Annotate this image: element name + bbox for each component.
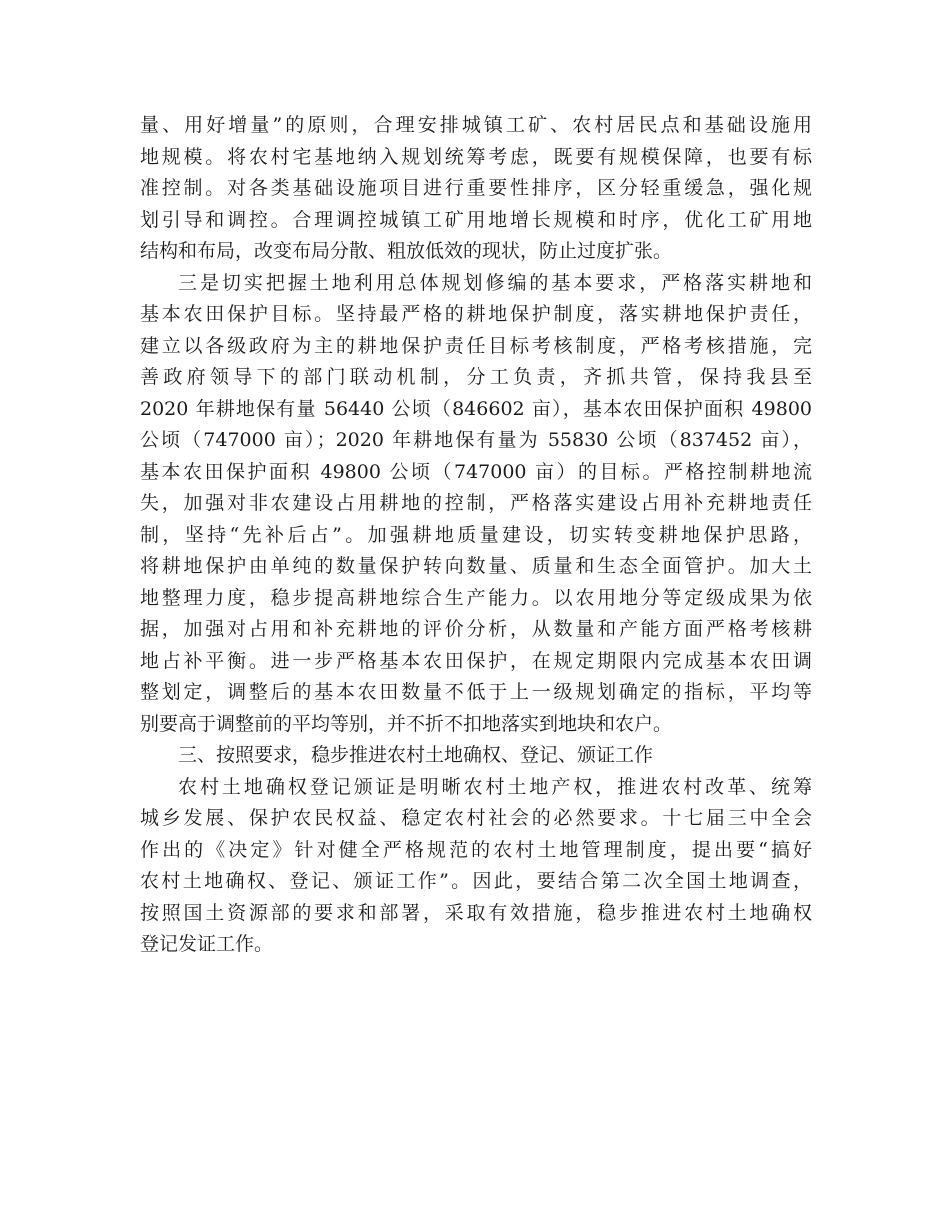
text-line: 地规模。将农村宅基地纳入规划统筹考虑，既要有规模保障，也要有标: [140, 145, 812, 168]
text-line: 按照国土资源部的要求和部署，采取有效措施，稳步推进农村土地确权: [140, 901, 812, 924]
text-line: 公顷（747000 亩）；2020 年耕地保有量为 55830 公顷（837452 亩），: [140, 429, 812, 451]
text-line: 制，坚持“先补后占”。加强耕地质量建设，切实转变耕地保护思路，: [140, 523, 812, 546]
paragraph-p2: [140, 268, 812, 741]
paragraph-p3: [140, 772, 812, 961]
text-line: 2020 年耕地保有量 56440 公顷（846602 亩），基本农田保护面积 49800: [140, 397, 812, 420]
text-line: 划引导和调控。合理调控城镇工矿用地增长规模和时序，优化工矿用地: [140, 208, 812, 231]
text-line: 城乡发展、保护农民权益、稳定农村社会的必然要求。十七届三中全会: [140, 807, 812, 829]
text-line: 登记发证工作。: [140, 933, 274, 955]
heading-text: 三、按照要求，稳步推进农村土地确权、登记、颁证工作: [178, 744, 654, 766]
text-line: 量、用好增量”的原则，合理安排城镇工矿、农村居民点和基础设施用: [140, 114, 812, 136]
text-line: 三是切实把握土地利用总体规划修编的基本要求，严格落实耕地和: [178, 271, 812, 294]
text-line: 失，加强对非农建设占用耕地的控制，严格落实建设占用补充耕地责任: [140, 492, 812, 514]
text-line: 地整理力度，稳步提高耕地综合生产能力。以农用地分等定级成果为依: [140, 586, 812, 609]
paragraph-p1: [140, 110, 812, 268]
text-line: 善政府领导下的部门联动机制，分工负责，齐抓共管，保持我县至: [140, 366, 812, 388]
text-line: 准控制。对各类基础设施项目进行重要性排序，区分轻重缓急，强化规: [140, 177, 812, 199]
text-line: 农村土地确权登记颁证是明晰农村土地产权，推进农村改革、统筹: [178, 775, 812, 798]
text-line: 整划定，调整后的基本农田数量不低于上一级规划确定的指标，平均等: [140, 681, 812, 703]
section-heading: [140, 740, 812, 772]
text-line: 基本农田保护面积 49800 公顷（747000 亩）的目标。严格控制耕地流: [140, 460, 812, 483]
text-line: 基本农田保护目标。坚持最严格的耕地保护制度，落实耕地保护责任，: [140, 303, 812, 325]
text-line: 建立以各级政府为主的耕地保护责任目标考核制度，严格考核措施，完: [140, 334, 812, 357]
text-line: 地占补平衡。进一步严格基本农田保护，在规定期限内完成基本农田调: [140, 649, 812, 672]
text-line: 据，加强对占用和补充耕地的评价分析，从数量和产能方面严格考核耕: [140, 618, 812, 640]
text-line: 别要高于调整前的平均等别，并不折不扣地落实到地块和农户。: [140, 712, 673, 735]
text-line: 结构和布局，改变布局分散、粗放低效的现状，防止过度扩张。: [140, 240, 673, 262]
text-line: 将耕地保护由单纯的数量保护转向数量、质量和生态全面管护。加大土: [140, 555, 812, 577]
text-line: 农村土地确权、登记、颁证工作”。因此，要结合第二次全国土地调查，: [140, 870, 812, 892]
text-line: 作出的《决定》针对健全严格规范的农村土地管理制度，提出要“搞好: [140, 838, 812, 861]
document-page: [140, 110, 812, 961]
